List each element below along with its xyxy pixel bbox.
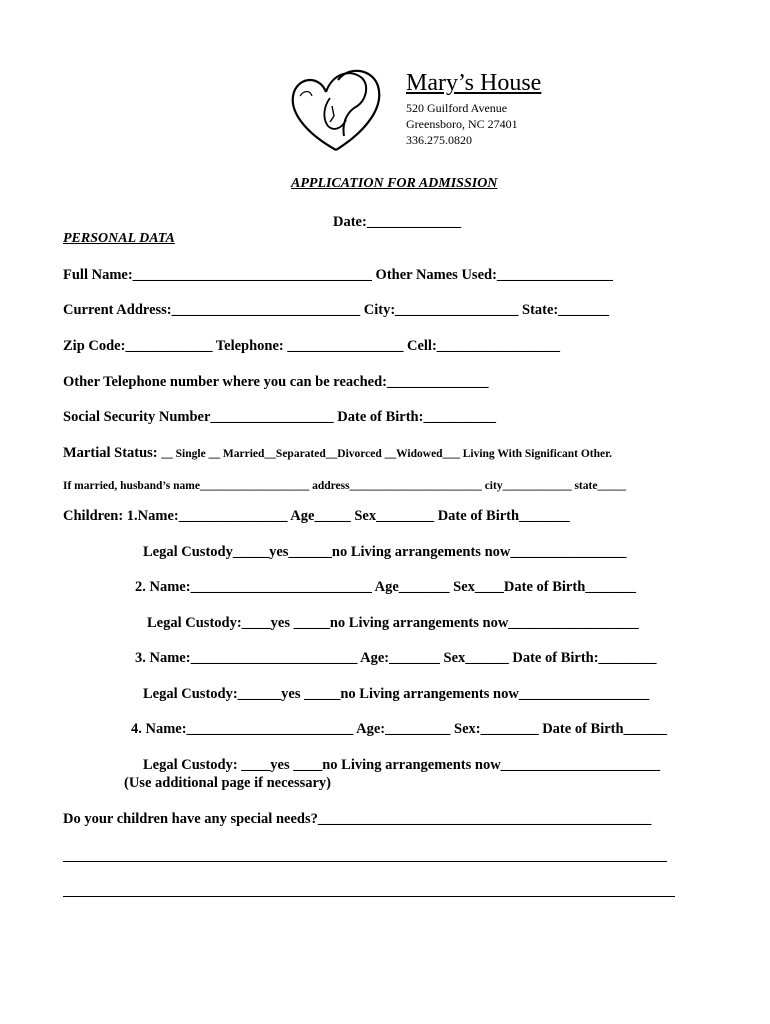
special-needs-field[interactable]: Do your children have any special needs?______________________________________________ [63,811,652,827]
marital-status-row [63,444,612,463]
child-4-field[interactable]: 4. Name:_______________________ Age:_________ Sex:________ Date of Birth______ [131,721,668,737]
special-needs-line-2[interactable] [63,861,667,862]
org-address-line-1: 520 Guilford Avenue [406,101,508,115]
child-1-custody-field[interactable]: Legal Custody_____yes______no Living arrangements now________________ [143,544,627,560]
husband-info-field[interactable]: If married, husband’s name___________________ address_______________________ city____________ state_____ [63,480,627,492]
marital-status-label: Martial Status: [63,445,162,461]
date-field[interactable]: Date:_____________ [333,214,462,230]
org-name: Mary’s House [406,70,542,96]
org-address-line-2: Greensboro, NC 27401 [406,117,518,131]
child-4-custody-field[interactable]: Legal Custody: ____yes ____no Living arrangements now______________________ [143,757,661,773]
special-needs-line-3[interactable] [63,896,675,897]
other-telephone-field[interactable]: Other Telephone number where you can be reached:______________ [63,374,489,390]
child-3-custody-field[interactable]: Legal Custody:______yes _____no Living arrangements now__________________ [143,686,650,702]
org-phone: 336.275.0820 [406,133,472,147]
zip-telephone-field[interactable]: Zip Code:____________ Telephone: ________________ Cell:_________________ [63,338,561,354]
section-title-personal-data: PERSONAL DATA [63,231,175,246]
child-2-custody-field[interactable]: Legal Custody:____yes _____no Living arrangements now__________________ [147,615,639,631]
marital-status-options[interactable]: __ Single __ Married__Separated__Divorced __Widowed___ Living With Significant Other. [161,448,613,460]
form-title: APPLICATION FOR ADMISSION [291,176,498,191]
child-2-field[interactable]: 2. Name:_________________________ Age_______ Sex____Date of Birth_______ [135,579,637,595]
current-address-field[interactable]: Current Address:__________________________ City:_________________ State:_______ [63,302,610,318]
additional-page-note: (Use additional page if necessary) [124,775,332,791]
child-1-field[interactable]: Children: 1.Name:_______________ Age_____ Sex________ Date of Birth_______ [63,508,570,524]
marys-house-logo [286,62,386,158]
full-name-field[interactable]: Full Name:_________________________________ Other Names Used:________________ [63,267,613,283]
child-3-field[interactable]: 3. Name:_______________________ Age:_______ Sex______ Date of Birth:________ [135,650,657,666]
ssn-dob-field[interactable]: Social Security Number_________________ Date of Birth:__________ [63,409,496,425]
